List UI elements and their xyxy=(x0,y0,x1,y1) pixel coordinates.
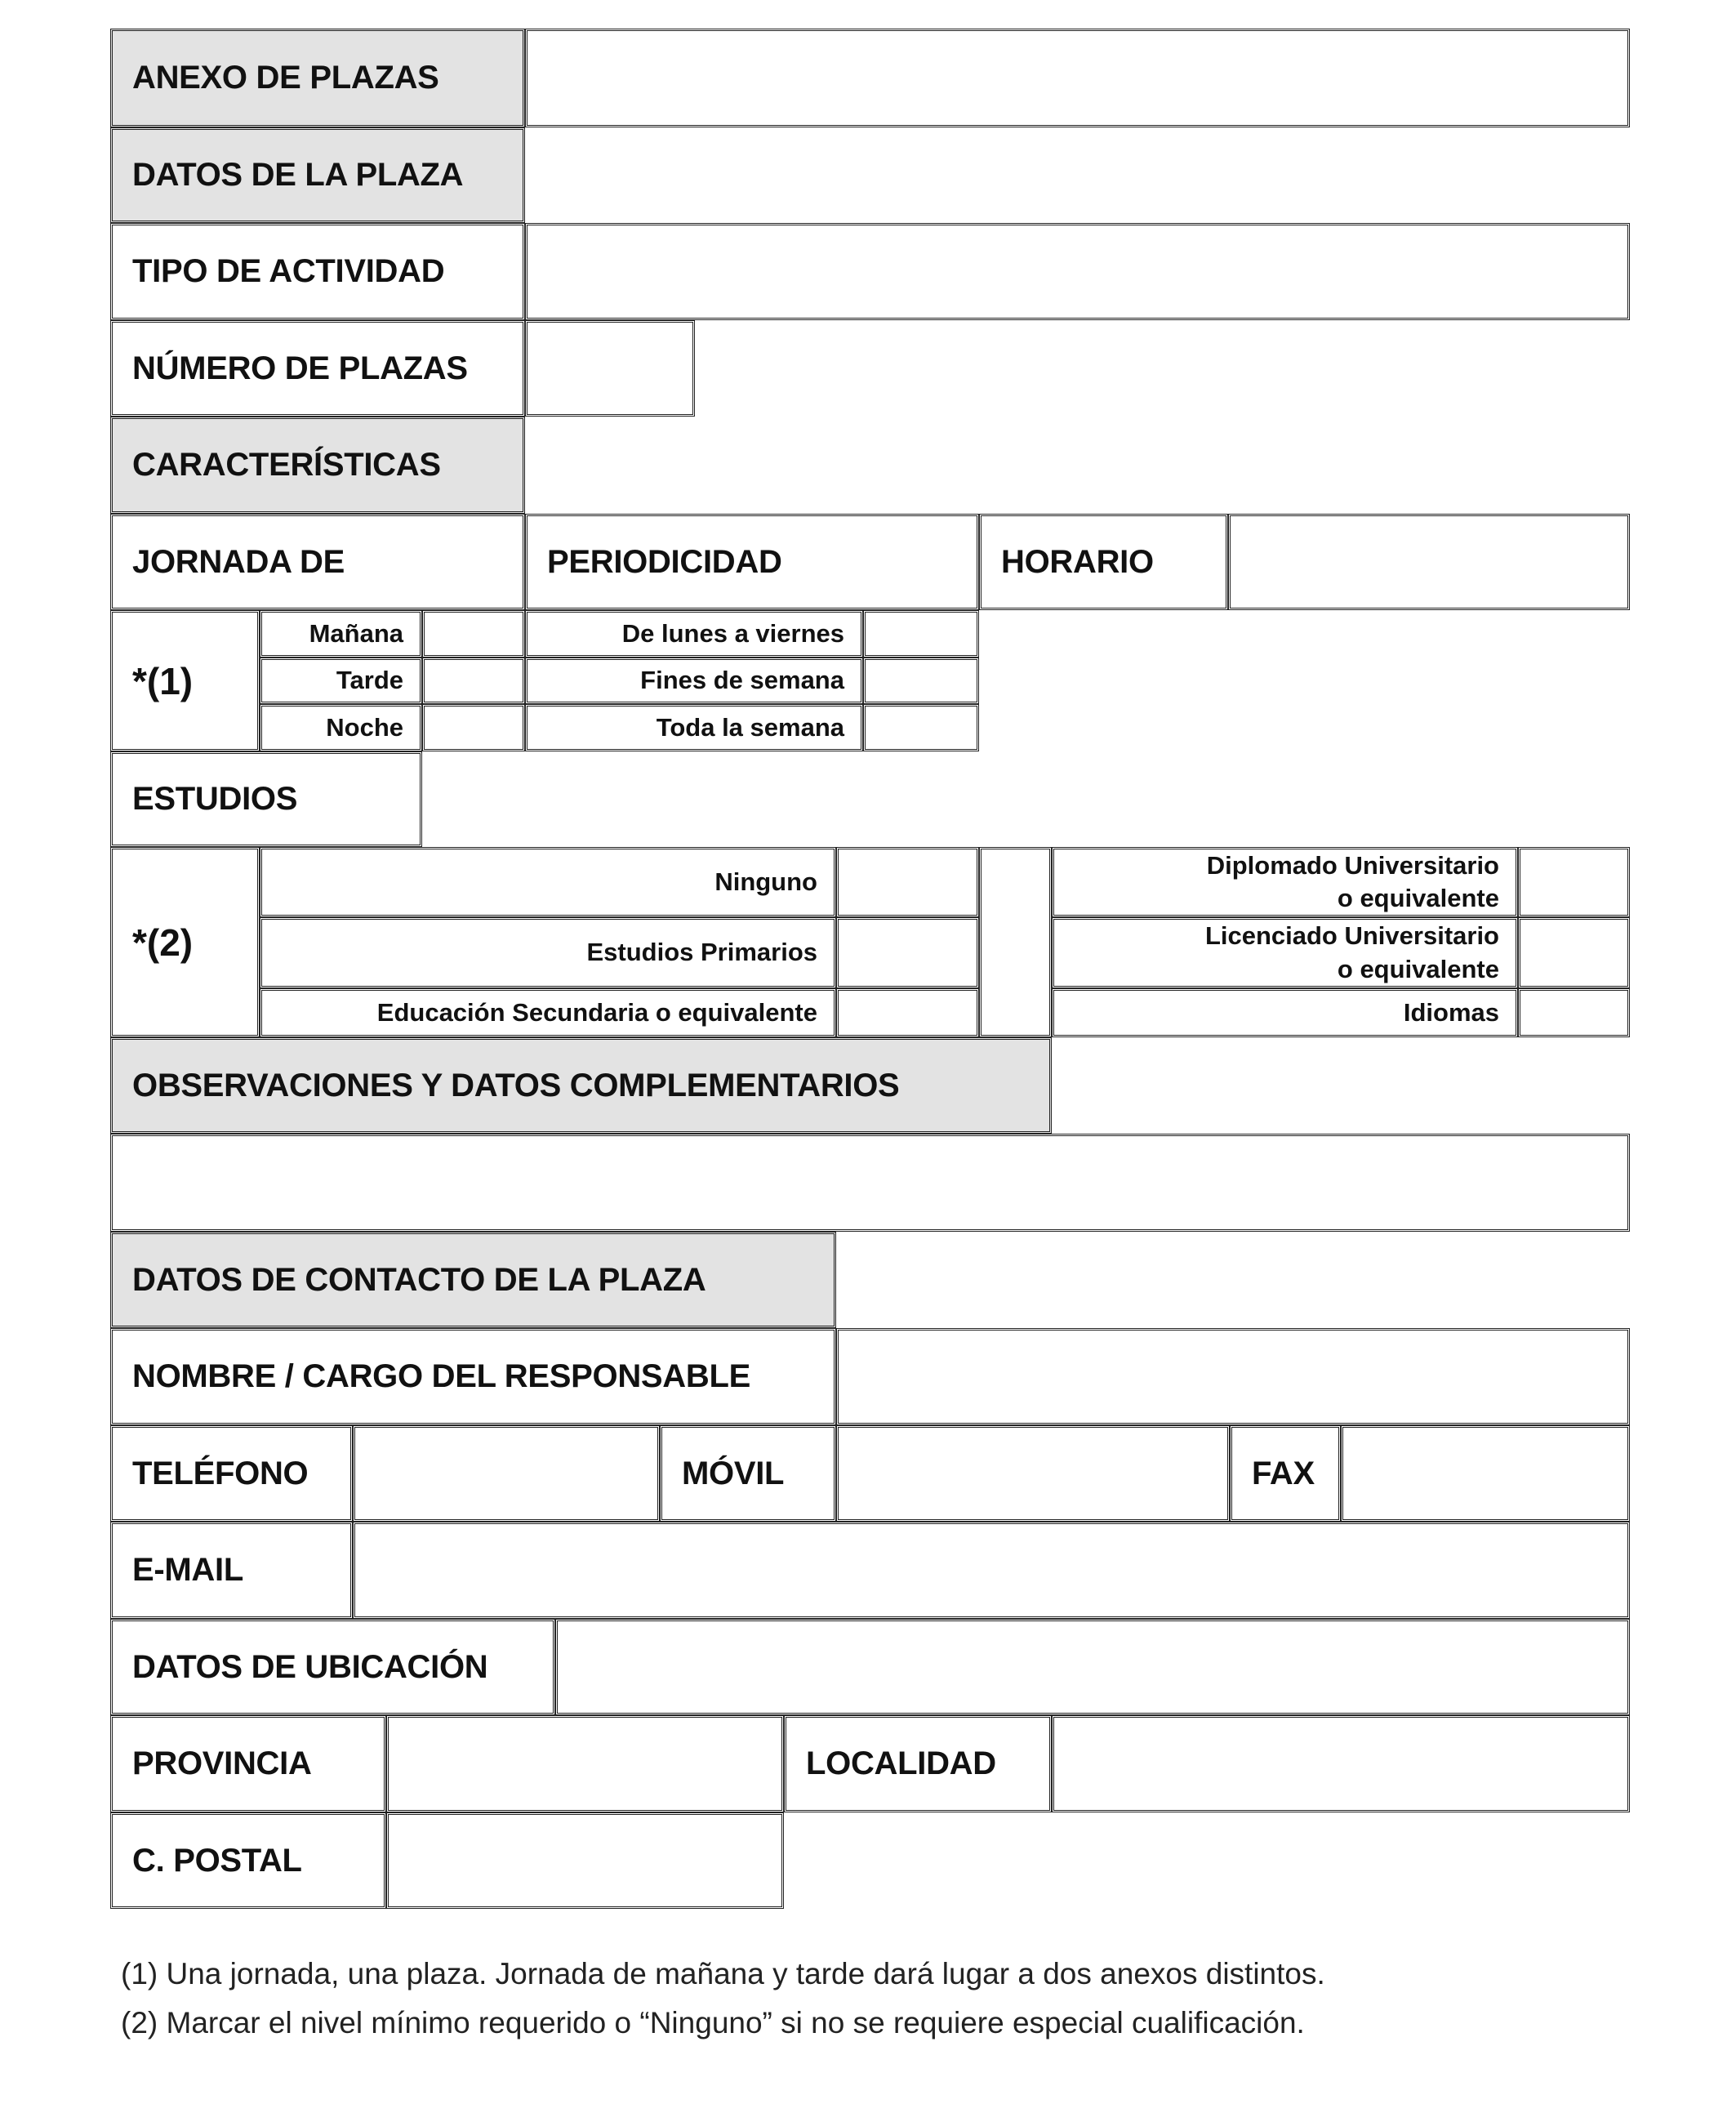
estudios-label: ESTUDIOS xyxy=(110,751,422,847)
jornada-option-noche: Noche xyxy=(260,704,422,751)
localidad-label: LOCALIDAD xyxy=(784,1715,1052,1812)
footnote-1: (1) Una jornada, una plaza. Jornada de mañana y tarde dará lugar a dos anexos distintos. xyxy=(121,1957,1325,1990)
horario-label: HORARIO xyxy=(979,514,1228,610)
estudios-option-primarios: Estudios Primarios xyxy=(260,917,836,988)
numero-plazas-label: NÚMERO DE PLAZAS xyxy=(110,320,525,417)
estudios-option-licenciado-text: Licenciado Universitario o equivalente xyxy=(1204,921,1499,983)
footnote-2: (2) Marcar el nivel mínimo requerido o “Ninguno” si no se requiere especial cualificación. xyxy=(121,2006,1305,2039)
ref-2-label: *(2) xyxy=(110,847,260,1037)
telefono-label: TELÉFONO xyxy=(110,1425,353,1522)
annex-title: ANEXO DE PLAZAS xyxy=(110,29,525,127)
periodicidad-label: PERIODICIDAD xyxy=(525,514,979,610)
postal-field[interactable] xyxy=(386,1812,784,1909)
estudios-option-secundaria: Educación Secundaria o equivalente xyxy=(260,988,836,1037)
observaciones-heading: OBSERVACIONES Y DATOS COMPLEMENTARIOS xyxy=(110,1037,1052,1134)
datos-plaza-heading: DATOS DE LA PLAZA xyxy=(110,127,525,223)
telefono-field[interactable] xyxy=(353,1425,660,1522)
responsable-field[interactable] xyxy=(836,1328,1630,1425)
fax-field[interactable] xyxy=(1341,1425,1630,1522)
movil-field[interactable] xyxy=(836,1425,1230,1522)
estudios-option-diplomado xyxy=(1052,847,1518,917)
periodicidad-option-fines-semana: Fines de semana xyxy=(525,658,863,704)
periodicidad-option-lunes-viernes: De lunes a viernes xyxy=(525,610,863,658)
estudios-option-ninguno: Ninguno xyxy=(260,847,836,917)
estudios-ninguno-checkbox[interactable] xyxy=(836,847,979,917)
observaciones-field[interactable] xyxy=(110,1134,1630,1232)
annex-field[interactable] xyxy=(525,29,1630,127)
numero-plazas-field[interactable] xyxy=(525,320,695,417)
provincia-label: PROVINCIA xyxy=(110,1715,386,1812)
periodicidad-toda-semana-checkbox[interactable] xyxy=(863,704,979,751)
ubicacion-label: DATOS DE UBICACIÓN xyxy=(110,1619,555,1715)
jornada-option-manana: Mañana xyxy=(260,610,422,658)
ubicacion-field[interactable] xyxy=(555,1619,1630,1715)
tipo-actividad-label: TIPO DE ACTIVIDAD xyxy=(110,223,525,320)
estudios-secundaria-checkbox[interactable] xyxy=(836,988,979,1037)
estudios-licenciado-checkbox[interactable] xyxy=(1518,917,1630,988)
localidad-field[interactable] xyxy=(1052,1715,1630,1812)
estudios-idiomas-checkbox[interactable] xyxy=(1518,988,1630,1037)
provincia-field[interactable] xyxy=(386,1715,784,1812)
estudios-diplomado-checkbox[interactable] xyxy=(1518,847,1630,917)
estudios-option-licenciado xyxy=(1052,917,1518,988)
email-label: E-MAIL xyxy=(110,1522,353,1619)
caracteristicas-heading: CARACTERÍSTICAS xyxy=(110,417,525,514)
horario-field[interactable] xyxy=(1228,514,1630,610)
jornada-label: JORNADA DE xyxy=(110,514,525,610)
estudios-option-idiomas: Idiomas xyxy=(1052,988,1518,1037)
tipo-actividad-field[interactable] xyxy=(525,223,1630,320)
estudios-option-diplomado-text: Diplomado Universitario o equivalente xyxy=(1206,850,1499,912)
jornada-tarde-checkbox[interactable] xyxy=(422,658,525,704)
estudios-primarios-checkbox[interactable] xyxy=(836,917,979,988)
email-field[interactable] xyxy=(353,1522,1630,1619)
movil-label: MÓVIL xyxy=(660,1425,836,1522)
periodicidad-option-toda-semana: Toda la semana xyxy=(525,704,863,751)
periodicidad-lunes-viernes-checkbox[interactable] xyxy=(863,610,979,658)
postal-label: C. POSTAL xyxy=(110,1812,386,1909)
fax-label: FAX xyxy=(1230,1425,1341,1522)
ref-1-label: *(1) xyxy=(110,610,260,751)
jornada-noche-checkbox[interactable] xyxy=(422,704,525,751)
contacto-heading: DATOS DE CONTACTO DE LA PLAZA xyxy=(110,1232,836,1328)
jornada-option-tarde: Tarde xyxy=(260,658,422,704)
responsable-label: NOMBRE / CARGO DEL RESPONSABLE xyxy=(110,1328,836,1425)
periodicidad-fines-semana-checkbox[interactable] xyxy=(863,658,979,704)
estudios-separator xyxy=(979,847,1052,1037)
jornada-manana-checkbox[interactable] xyxy=(422,610,525,658)
